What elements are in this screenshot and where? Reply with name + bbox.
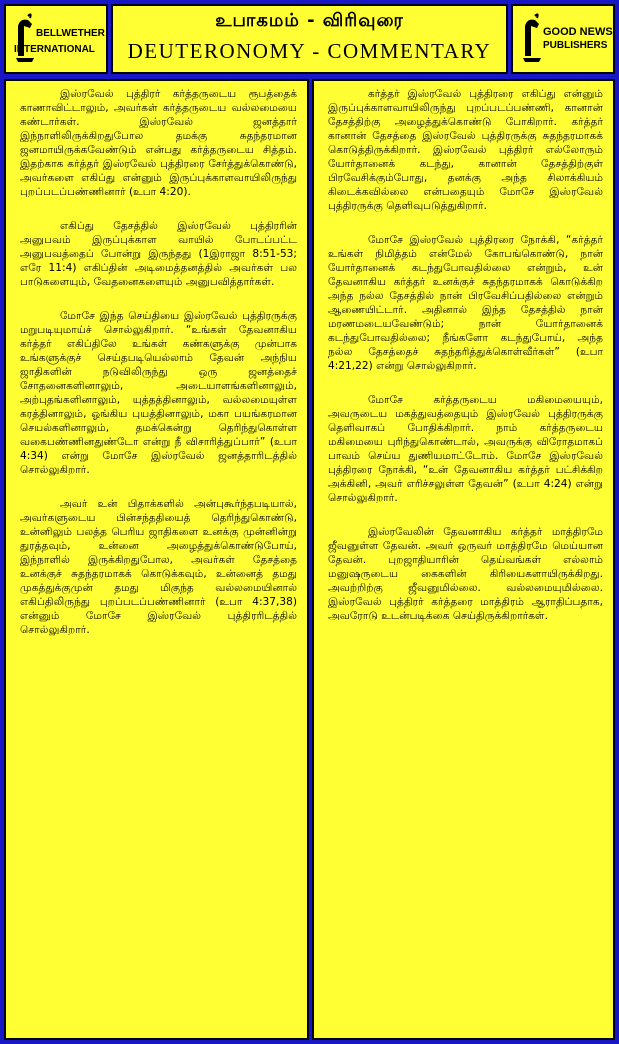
left-column [4,79,309,1040]
paragraph: இஸ்ரவேல் புத்திரர் கர்த்தருடைய ரூபத்தைக் காணாவிட்டாலும், அவர்கள் கர்த்தருடைய வல்லமையை கண்டார்கள். இஸ்ரவேல் ஜனத்தார் இந்நாளிலிருக்கிறதுபோல தமக்கு சுதந்தரமான ஜனமாயிருக்கவேண்டும் என்பது கர்த்தருடைய சித்தம். இதற்காக கர்த்தர் இஸ்ரவேல் புத்திரரை சேர்த்துக்கொண்டு, அவர்களை எகிப்து என்னும் இருப்புக்காளவாயிலிருந்து புறப்படப்பண்ணினார் (உபா 4:20). [20,88,297,198]
logo-right-line2: PUBLISHERS [543,40,608,51]
logo-left-line1: BELLWETHER [36,28,105,39]
page-header [0,0,619,78]
logo-left-line2: INTERNATIONAL [14,44,95,55]
title-english: DEUTERONOMY - COMMENTARY [127,39,492,63]
paragraph: இஸ்ரவேலின் தேவனாகிய கர்த்தர் மாத்திரமே ஜீவனுள்ள தேவன். அவர் ஒருவர் மாத்திரமே மெய்யான தேவன். புறஜாதியாரின் தெய்வங்கள் எல்லாம் மனுஷருடைய கைகளின் கிரியைகளாயிருக்கிறது. அவற்றிற்கு ஜீவனுமில்லை. வல்லமையுமில்லை. இஸ்ரவேல் புத்திரர் கர்த்தரை மாத்திரம் ஆராதிப்பதாக, அவரோடு உடன்படிக்கை செய்திருக்கிறார்கள். [328,526,603,622]
publisher-logo-left [4,4,108,74]
title-tamil: உபாகமம் - விரிவுரை [215,10,404,31]
logo-right-line1: GOOD NEWS [543,26,613,38]
paragraph: எகிப்து தேசத்தில் இஸ்ரவேல் புத்திரரின் அனுபவம் இருப்புக்காள வாயில் போடப்பட்ட அனுபவத்தைப் போன்று இருந்தது (1இராஜா 8:51-53; எரே 11:4) எகிப்தின் அடிமைத்தனத்தில் அவர்கள் பல பாடுகளையும், வேதனைகளையும் அனுபவித்தார்கள். [20,220,297,288]
lamp-icon [10,12,104,68]
right-column [312,79,615,1040]
paragraph: கர்த்தர் இஸ்ரவேல் புத்திரரை எகிப்து என்னும் இருப்புக்காளவாயிலிருந்து புறப்படப்பண்ணி, கானான் தேசத்திற்கு அழைத்துக்கொண்டு போகிறார். கர்த்தர் கானான் தேசத்தை இஸ்ரவேல் புத்திரருக்கு சுதந்தரமாகக் கொடுத்திருக்கிறார். இஸ்ரவேல் புத்திரர் எல்லோரும் யோர்தானைக் கடந்து, கானான் தேசத்திற்குள் பிரவேசிக்கும்போது, தனக்கு அந்த சிலாக்கியம் கிடைக்கவில்லை என்பதையும் மோசே இஸ்ரவேல் புத்திரருக்கு தெளிவுபடுத்துகிறார். [328,88,603,212]
paragraph: மோசே இஸ்ரவேல் புத்திரரை நோக்கி, “கர்த்தர் உங்கள் நிமித்தம் என்மேல் கோபங்கொண்டு, நான் யோர்தானைக் கடந்துபோவதில்லை என்றும், உன் தேவனாகிய கர்த்தர் உனக்குச் சுதந்தரமாகக் கொடுக்கிற அந்த நல்ல தேசத்தில் நான் பிரவேசிப்பதில்லை என்றும் ஆணையிட்டார். அதினால் இந்த தேசத்தில் நான் மரணமடையவேண்டும்; நான் யோர்தானைக் கடந்துபோவதில்லை; நீங்களோ கடந்துபோய், அந்த நல்ல தேசத்தைச் சுதந்தரித்துக்கொள்வீர்கள்” (உபா 4:21,22) என்று சொல்லுகிறார். [328,234,603,372]
paragraph: மோசே கர்த்தருடைய மகிமையையும், அவருடைய மகத்துவத்தையும் இஸ்ரவேல் புத்திரருக்கு தெளிவாகப் போதிக்கிறார். நாம் கர்த்தருடைய மகிமையை புரிந்துகொண்டால், அவருக்கு விரோதமாகப் பாவம் செய்ய துணியமாட்டோம். மோசே இஸ்ரவேல் புத்திரரை நோக்கி, “உன் தேவனாகிய கர்த்தர் பட்சிக்கிற அக்கினி, அவர் எரிச்சலுள்ள தேவன்” (உபா 4:24) என்று சொல்லுகிறார். [328,394,603,504]
publisher-logo-right [511,4,615,74]
paragraph: மோசே இந்த செய்தியை இஸ்ரவேல் புத்திரருக்கு மறுபடியுமாய்ச் சொல்லுகிறார். “உங்கள் தேவனாகிய கர்த்தர் எகிப்திலே உங்கள் கண்களுக்கு முன்பாக உங்களுக்குச் செய்தபடியெல்லாம் தேவன் அந்நிய ஜாதிகளின் நடுவிலிருந்து ஒரு ஜனத்தைச் சோதனைகளினாலும், அடையாளங்களினாலும், அற்புதங்களினாலும், யுத்தத்தினாலும், வல்லமையுள்ள கரத்தினாலும், ஓங்கிய புயத்தினாலும், மகா பயங்கரமான செயல்களினாலும், தமக்கென்று தெரிந்துகொள்ள வகைபண்ணினதுண்டோ என்று நீ விசாரித்துப்பார்” (உபா 4:34) என்று மோசே இஸ்ரவேல் ஜனத்தாரிடத்தில் சொல்லுகிறார். [20,310,297,476]
paragraph: அவர் உன் பிதாக்களில் அன்புகூர்ந்தபடியால், அவர்களுடைய பின்சந்ததியைத் தெரிந்துகொண்டு, உன்னிலும் பலத்த பெரிய ஜாதிகளை உனக்கு முன்னின்று துரத்தவும், உன்னை அழைத்துக்கொண்டுபோய், இந்நாளில் இருக்கிறதுபோல, அவர்கள் தேசத்தை உனக்குச் சுதந்தரமாகக் கொடுக்கவும், உன்னைத் தமது முகத்துக்குமுன் தமது மிகுந்த வல்லமையினால் எகிப்திலிருந்து புறப்படப்பண்ணினார் (உபா 4:37,38) என்னும் மோசே இஸ்ரவேல் புத்திரரிடத்தில் சொல்லுகிறார். [20,498,297,636]
title-box [111,4,508,74]
